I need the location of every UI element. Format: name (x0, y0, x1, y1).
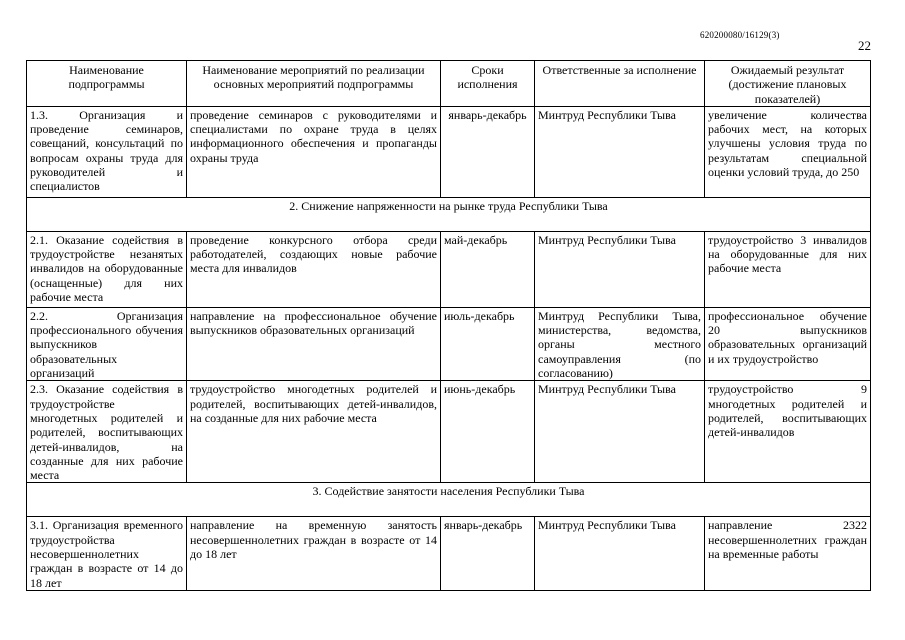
cell-subprogram: 2.2. Организация профессионального обучения выпускников образовательных организаций (27, 307, 187, 380)
header-responsible: Ответственные за исполнение (535, 61, 705, 107)
cell-responsible: Минтруд Республики Тыва, министерства, ведомства, органы местного самоуправления (по согласованию) (535, 307, 705, 380)
cell-measures: направление на профессиональное обучение выпускников образовательных организаций (187, 307, 441, 380)
table-row (27, 106, 871, 197)
cell-measures: проведение семинаров с руководителями и специалистами по охране труда в целях информационного обеспечения и пропаганды охраны труда (187, 106, 441, 197)
table-header-row (27, 61, 871, 107)
page-number: 22 (858, 38, 871, 53)
cell-terms: июнь-декабрь (441, 381, 535, 483)
header-result: Ожидаемый результат (достижение плановых показателей) (705, 61, 871, 107)
cell-responsible: Минтруд Республики Тыва (535, 231, 705, 307)
section-row (27, 197, 871, 231)
header-subprogram: Наименование подпрограммы (27, 61, 187, 107)
cell-subprogram: 1.3. Организация и проведение семинаров, совещаний, консультаций по вопросам охраны труда для руководителей и специалистов (27, 106, 187, 197)
cell-result: направление 2322 несовершеннолетних граждан на временные работы (705, 517, 871, 590)
cell-measures: трудоустройство многодетных родителей и родителей, воспитывающих детей-инвалидов, на созданные для них рабочие места (187, 381, 441, 483)
table-row (27, 231, 871, 307)
cell-responsible: Минтруд Республики Тыва (535, 517, 705, 590)
section-row (27, 483, 871, 517)
cell-terms: май-декабрь (441, 231, 535, 307)
measures-table (26, 60, 871, 591)
table-row (27, 381, 871, 483)
cell-measures: проведение конкурсного отбора среди работодателей, создающих новые рабочие места для инвалидов (187, 231, 441, 307)
cell-subprogram: 2.3. Оказание содействия в трудоустройстве многодетных родителей и родителей, воспитывающих детей-инвалидов, на созданные для них рабочие места (27, 381, 187, 483)
table-row (27, 307, 871, 380)
header-measures: Наименование мероприятий по реализации основных мероприятий подпрограммы (187, 61, 441, 107)
cell-subprogram: 3.1. Организация временного трудоустройства несовершеннолетних граждан в возрасте от 14 до 18 лет (27, 517, 187, 590)
cell-result: трудоустройство 3 инвалидов на оборудованные для них рабочие места (705, 231, 871, 307)
cell-responsible: Минтруд Республики Тыва (535, 106, 705, 197)
cell-result: профессиональное обучение 20 выпускников образовательных организаций и их трудоустройство (705, 307, 871, 380)
section-title: 2. Снижение напряженности на рынке труда Республики Тыва (27, 197, 871, 231)
cell-responsible: Минтруд Республики Тыва (535, 381, 705, 483)
cell-result: увеличение количества рабочих мест, на которых улучшены условия труда по результатам специальной оценки условий труда, до 250 (705, 106, 871, 197)
cell-measures: направление на временную занятость несовершеннолетних граждан в возрасте от 14 до 18 лет (187, 517, 441, 590)
cell-subprogram: 2.1. Оказание содействия в трудоустройстве незанятых инвалидов на оборудованные (оснащенные) для них рабочие места (27, 231, 187, 307)
cell-terms: июль-декабрь (441, 307, 535, 380)
table-row (27, 517, 871, 590)
cell-terms: январь-декабрь (441, 517, 535, 590)
section-title: 3. Содействие занятости населения Республики Тыва (27, 483, 871, 517)
cell-terms: январь-декабрь (441, 106, 535, 197)
document-number: 620200080/16129(3) (700, 30, 780, 40)
header-terms: Сроки исполнения (441, 61, 535, 107)
cell-result: трудоустройство 9 многодетных родителей и родителей, воспитывающих детей-инвалидов (705, 381, 871, 483)
